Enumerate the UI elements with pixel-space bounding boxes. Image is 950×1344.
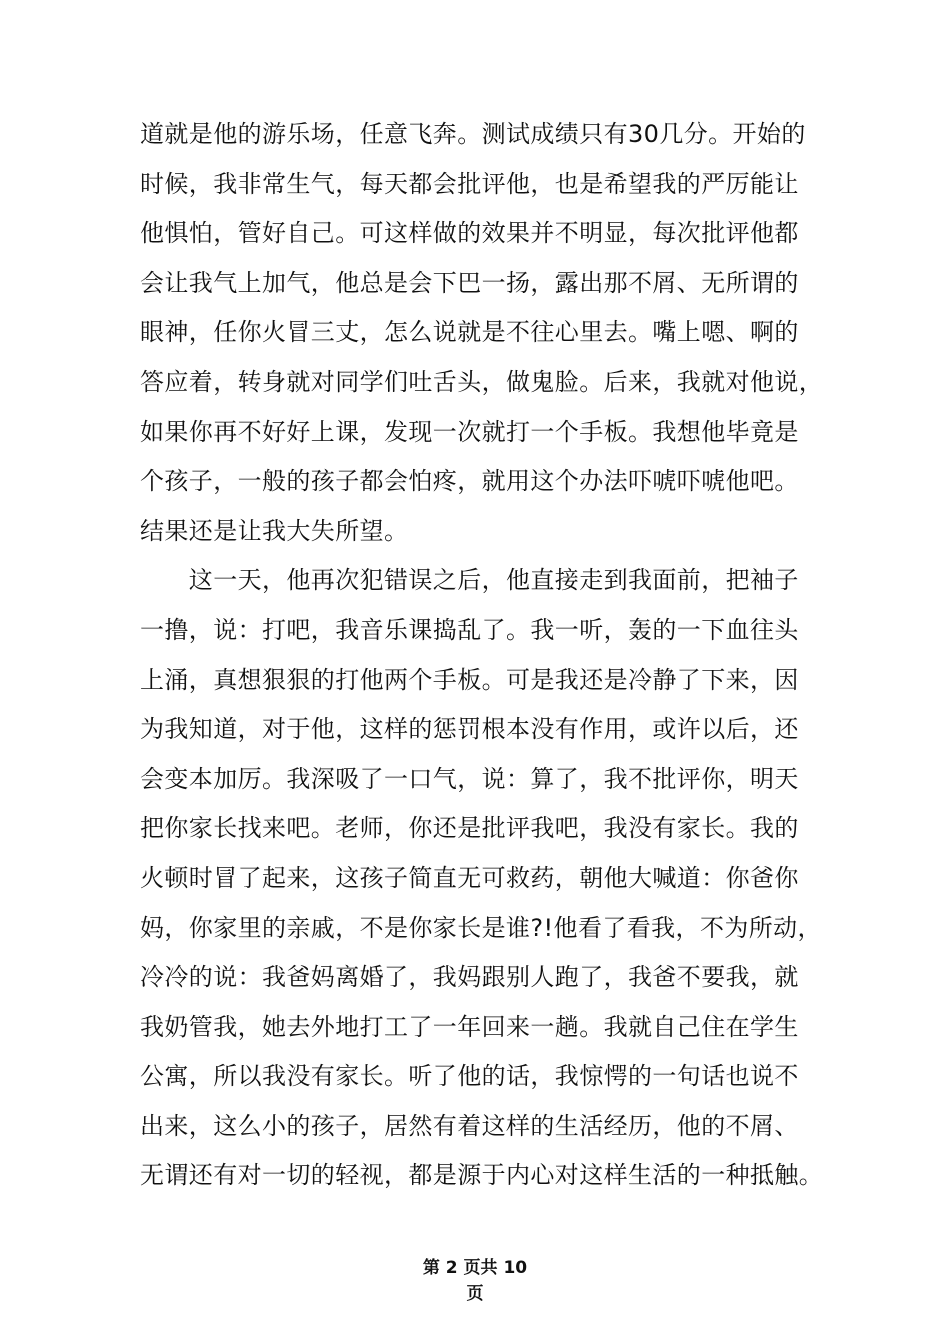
text-line: 会让我气上加气，他总是会下巴一扬，露出那不屑、无所谓的 [140, 268, 799, 297]
text-line: 这一天，他再次犯错误之后，他直接走到我面前，把袖子 [140, 566, 799, 595]
text-line: 结果还是让我大失所望。 [140, 516, 409, 545]
text-line: 道就是他的游乐场，任意飞奔。测试成绩只有30几分。开始的 [140, 120, 806, 148]
page-number [375, 1255, 575, 1307]
body-text [140, 110, 824, 1201]
text-line: 他惧怕，管好自己。可这样做的效果并不明显，每次批评他都 [140, 219, 799, 248]
text-line: 火顿时冒了起来，这孩子简直无可救药，朝他大喊道：你爸你 [140, 863, 799, 892]
text-line: 公寓，所以我没有家长。听了他的话，我惊愕的一句话也说不 [140, 1062, 799, 1091]
text-line: 上涌，真想狠狠的打他两个手板。可是我还是冷静了下来，因 [140, 665, 799, 694]
text-line: 眼神，任你火冒三丈，怎么说就是不往心里去。嘴上嗯、啊的 [140, 318, 799, 347]
text-line: 妈，你家里的亲戚，不是你家长是谁?!他看了看我，不为所动， [140, 913, 822, 942]
text-line: 一撸，说：打吧，我音乐课捣乱了。我一听，轰的一下血往头 [140, 615, 799, 644]
text-line: 个孩子，一般的孩子都会怕疼，就用这个办法吓唬吓唬他吧。 [140, 467, 799, 496]
text-line: 冷冷的说：我爸妈离婚了，我妈跟别人跑了，我爸不要我，就 [140, 963, 799, 992]
text-line: 答应着，转身就对同学们吐舌头，做鬼脸。后来，我就对他说， [140, 367, 824, 396]
text-line: 出来，这么小的孩子，居然有着这样的生活经历，他的不屑、 [140, 1111, 799, 1140]
page-number-line-2: 页 [466, 1284, 484, 1304]
text-line: 把你家长找来吧。老师，你还是批评我吧，我没有家长。我的 [140, 814, 799, 843]
text-line: 时候，我非常生气，每天都会批评他，也是希望我的严厉能让 [140, 169, 799, 198]
text-line: 为我知道，对于他，这样的惩罚根本没有作用，或许以后，还 [140, 715, 799, 744]
text-line: 我奶管我，她去外地打工了一年回来一趟。我就自己住在学生 [140, 1012, 799, 1041]
text-line: 无谓还有对一切的轻视，都是源于内心对这样生活的一种抵触。 [140, 1161, 824, 1190]
text-line: 如果你再不好好上课，发现一次就打一个手板。我想他毕竟是 [140, 417, 799, 446]
page-number-line-1: 第 2 页共 10 [422, 1258, 528, 1278]
text-line: 会变本加厉。我深吸了一口气，说：算了，我不批评你，明天 [140, 764, 799, 793]
